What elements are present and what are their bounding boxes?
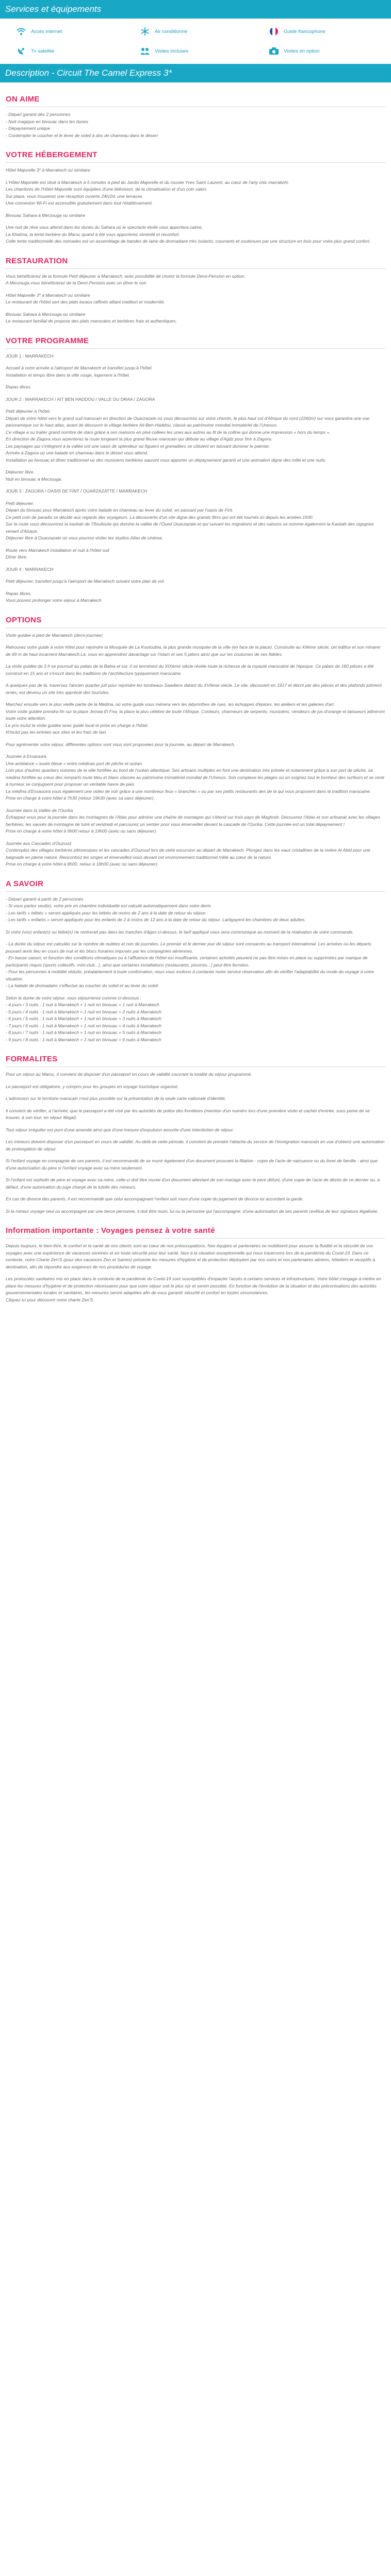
list-item: - Dépaysement unique xyxy=(6,126,51,131)
list-item: - Les tarifs « bébés » seront appliqués pour les bébés de moins de 2 ans à la date de retour du séjour. xyxy=(6,910,207,916)
paragraph: Journée à Essaouira xyxy=(6,754,46,759)
paragraph: Déjeuner libre à Ouarzazate où vous pourrez visiter les studios Atlas de cinéma. xyxy=(6,535,163,540)
paragraph: - La balade de dromadaire s'effectue au coucher du soleil et au lever du soleil xyxy=(6,983,158,988)
description-header: Description - Circuit The Camel Express 3* xyxy=(0,64,391,82)
paragraph: Installation et temps libre dans la ville rouge, logement à l'hôtel. xyxy=(6,372,130,378)
paragraph-group xyxy=(6,365,385,379)
paragraph: Selon la durée de votre séjour, vous séjournerez comme ci-dessous : xyxy=(6,995,142,1001)
paragraph: Accueil à votre arrivée à l'aéroport de Marrakech et transfert jusqu'à l'hôtel. xyxy=(6,365,153,370)
paragraph: Contemplez des villages berbères pittoresques et les cascades d'Ouzoud lors de cette excursion au départ de Marrakech. Plongez dans les eaux cristallines de la rivière Al Abid pour une baignade en pleine nature. Rencontrez les singes et émerveillez-vous devant cet environnement traditionnel mêlé au cœur de la nature. xyxy=(6,848,371,860)
group-icon xyxy=(139,45,151,57)
paragraph: Votre visite guidée prendra fin sur la place Jemaa El Fna, la place la plus célèbre de toute l'Afrique. Conteurs, charmeurs de serpents, musiciens, vendeurs de jus d'orange et tatoueurs attireront toute votre attention. xyxy=(6,708,385,721)
list-item: - Nuit magique en bivouac dans les dunes xyxy=(6,118,89,124)
service-label: Visites en option xyxy=(284,48,320,54)
paragraph-group xyxy=(6,590,385,604)
list-item: - 9 jours / 8 nuits : 1 nuit à Marrakech + 1 nuit en bivouac + 6 nuits à Marrakech xyxy=(6,1037,161,1042)
service-guide xyxy=(268,26,377,37)
day-title: JOUR 2 : MARRAKECH / AIT BEN HADDOU / VALLE DU DRAA / ZAGORA xyxy=(6,396,155,402)
service-tv xyxy=(15,45,139,57)
paragraph: Tout séjour irrégulier est puni d'une amende ainsi que d'une mesure d'expulsion assortie d'une interdiction de séjour. xyxy=(6,1127,234,1132)
paragraph: Marchez ensuite vers le plus vieille partie de la Médina, où votre guide vous mènera vers les labyrinthes de rues, les échoppes d'épices, les ateliers et les galeries d'art. xyxy=(6,702,335,707)
service-label: Tv satellite xyxy=(31,48,55,54)
divider xyxy=(6,162,385,163)
paragraph: Une ambiance « louée bleue » entre médinas port de pêche et océan. xyxy=(6,760,143,766)
paragraph: Petit déjeuner. xyxy=(6,500,35,506)
service-visits xyxy=(139,45,268,57)
list-item: - Les tarifs « enfants » seront appliqués pour les enfants de 2 à moins de 12 ans à la date de retour du séjour. Lartigayent les chambres de deux adultes. xyxy=(6,917,306,922)
camera-icon xyxy=(268,45,280,57)
list-item: - 6 jours / 5 nuits : 1 nuit à Marrakech + 1 nuit en bivouac + 3 nuits à Marrakech xyxy=(6,1016,161,1021)
paragraph: N'inclut pas les entrées aux sites et les frais de taxi. xyxy=(6,730,107,735)
charte-link[interactable]: Cliquez ici pour découvrir notre charte Zen'S xyxy=(6,1297,93,1302)
paragraph-group xyxy=(6,500,385,542)
paragraph: La médina d'Essaouira vous également une vidéo de voir grâce à une nombreux feux « branchés » ou par ses petits restaurants des de la qui vous proposent dans la tradition marocaine. xyxy=(6,788,371,794)
paragraph: Sur place, vous trouverez une réception ouverte 24h/24, une terrasse. xyxy=(6,193,143,199)
paragraph: La Khaïma, la tente berbère du Maroc quand à été vous apporterez sérénité et reconfort. xyxy=(6,231,180,237)
paragraph: Le restaurant familial de propose des plats marocains et berbères frais et authentiques. xyxy=(6,318,177,324)
paragraph-group xyxy=(6,840,385,868)
divider xyxy=(6,1066,385,1067)
durations-list xyxy=(6,995,385,1044)
on-aime-list xyxy=(6,111,385,139)
paragraph: Ce village a su traiter grand nombre de stars grâce à ses maisons en pisé collées les unes aux autres au fil de la colline qui donne une impression « hors du temps ». xyxy=(6,429,331,435)
paragraph: Si l'enfant est orphelin de père et voyage avec sa mère, celle-ci doit être munie d'un document attestant de son mariage avec le père défunt, d'une copie de l'acte de décès de ce dernier ou, à défaut, d'une autorisation du juge chargé de la tutelle des mineurs. xyxy=(6,1177,380,1190)
paragraph-group xyxy=(6,292,385,306)
paragraph: Une nuit de rêve vous attend dans les dunes du Sahara où le spectacle étoilé vous apportera calme. xyxy=(6,225,203,230)
paragraph: Le prix inclut la visite guidée avec guide local et prise en charge à l'hôtel. xyxy=(6,722,149,728)
divider xyxy=(6,348,385,349)
paragraph: La visite guidée de 3 h se poursuit au palais de la Bahia et sur, il se terminent du XIXème siècle révèle toute la richesse de la royauté marocaine de l'époque. Ce palais de 160 pièces a été construit en 15 ans et s'inscrit dans les traditions de l'architecture typiquement marocaine. xyxy=(6,664,374,676)
paragraph: Nuit en bivouac à Merzouga. xyxy=(6,476,62,482)
divider xyxy=(6,1238,385,1239)
service-aircon xyxy=(139,26,268,37)
paragraph-group xyxy=(6,547,385,561)
service-label: Guide francophone xyxy=(284,28,325,35)
day-title: JOUR 3 : ZAGORA / OASIS DE FINT / OUARZAZATTE / MARRAKECH xyxy=(6,488,148,494)
paragraph: Si l'enfant voyage en compagnie de ses parents, il est recommandé de se munir également d'un document prouvant la filiation - copie de l'acte de naissance ou du livret de famille - ainsi que d'une autorisation du père si l'enfant voyage avec sa mère seulement. xyxy=(6,1158,378,1171)
paragraph: A quelques pas de là, traversez l'ancien quartier juif pour rejoindre les tombeaux Saadiens datant du XVIème siècle. Le site, découvert en 1917 et décrit par des pièces et des plafonds joliment ornés, est devenu un site très apprécié des touristes. xyxy=(6,683,382,695)
paragraph: - En basse saison, et fonction des conditions climatiques ou à l'affluence de l'hôtel est insuffisante, certaines activités peuvent ne pas être mises en place ou supprimées par manque de participants requis (sports collectifs, mini-club...), ainsi que certaines installations (restaurants, piscines...) peut être fermées. xyxy=(6,955,368,968)
paragraph: Petit déjeuner, transfert jusqu'à l'aéroport de Marrakech suivant votre plan de vol. xyxy=(6,579,165,584)
paragraph: Les mineurs doivent disposer d'un passeport en cours de validité. Au-delà de cette période, il convient de prendre l'attache du service de l'immigration marocain en vue d'obtenir une autorisation de prolongation de séjour. xyxy=(6,1139,385,1151)
paragraph: Bivouac Sahara à Merzouga ou similaire xyxy=(6,212,86,218)
paragraph: Sur la route vous découvrirez la kasbah de Tifoultoute qui domine la vallée de l'Oued Ouarzazate et qui suivant les migrations et des saisons se nomme également la Kasbah des cigognes venant d'Alsace. xyxy=(6,521,374,534)
paragraph: Le passeport est obligatoire, y compris pour les groupes en voyage touristique organisé. xyxy=(6,1083,179,1089)
paragraph-group xyxy=(6,941,385,990)
list-item: - 7 jours / 6 nuits : 1 nuit à Marrakech + 1 nuit en bivouac + 4 nuits à Marrakech xyxy=(6,1023,161,1028)
paragraph: Journée dans la Vallée de l'Ourika xyxy=(6,807,73,813)
paragraph-group xyxy=(6,179,385,207)
paragraph: Les chambres de l'Hôtel Majorelle sont équipées d'une télévision, de la climatisation et d'un coin salon. xyxy=(6,187,207,192)
paragraph: Si votre (vos) enfant(s) ou bébé(s) ne rentrerait pas dans les tranches d'âges ci-dessus, le tarif appliqué vous sera communiqué au moment de la réalisation de votre commande. xyxy=(6,929,354,935)
paragraph-group xyxy=(6,1276,385,1303)
paragraph: Hôtel Majorelle 3* à Marrakech ou similaire xyxy=(6,167,90,173)
paragraph-group xyxy=(6,224,385,245)
paragraph: Vous bénéficierez de la formule Petit déjeuner à Marrakech, avec possibilité de choisir la formule Demi-Pension en option. xyxy=(6,273,246,279)
services-grid xyxy=(0,19,391,64)
paragraph: Ce petit coin de paradis se décide aux regards des voyageurs. La découverte d'un site digne des grands films qui ont été tournés ici depuis les années 1930. xyxy=(6,514,314,520)
paragraph: Depuis toujours, le bien-être, le confort et la santé de nos clients sont au cœur de nos préoccupations. Nos équipes et partenaires se mobilisent pour assurer la fluidité et la sécurité de vos voyages avec une expérience de vacances sereines et en toute sécurité pour leur santé, face à la situation exceptionnelle qui nous traversons lors de la pandémie du Covid-19. Dans ce contexte, notre Charte Zen'S (pour des vacances Zen et Saines) présente les mesures d'hygiène et de protection déployées par nos soins et nos partenaires aériens, hôteliers et réceptifs à destination, afin de répondre aux exigences de nos procédures de voyage. xyxy=(6,1243,376,1269)
snowflake-icon xyxy=(139,26,151,37)
service-label: Air conditionné xyxy=(155,28,187,35)
description-content xyxy=(0,82,391,1329)
paragraph-group xyxy=(6,807,385,835)
list-item: - 4 jours / 3 nuits : 1 nuit à Marrakech + 1 nuit en bivouac + 1 nuit à Marrakech xyxy=(6,1002,159,1007)
paragraph: A Merzouga vous bénéficierez de la Demi-Pension avec un dîner le soir. xyxy=(6,280,148,285)
section-title-hebergement: VOTRE HÉBERGEMENT xyxy=(6,150,97,159)
wifi-icon xyxy=(15,26,27,37)
divider xyxy=(6,891,385,892)
paragraph: En direction de Zagora vous arpenterez la route longeant la plus grand fleuve marocain qui débute au village d'Agdz pour finir à Zagora. xyxy=(6,436,272,442)
list-item: - 5 jours / 4 nuits : 1 nuit à Marrakech + 1 nuit en bivouac + 2 nuits à Marrakech xyxy=(6,1009,161,1014)
paragraph: - Pour les personnes à mobilité réduite, préalablement à toute confirmation, nous vous invitons à contacter notre service réservation afin de vérifier l'adaptabilité du mode du voyage à votre situation. xyxy=(6,969,374,981)
paragraph: Départ du bivouac pour Marrakech après votre balade en chameau au lever du soleil, en passant par l'oasis de Fint. xyxy=(6,507,234,513)
service-label: Visites incluses xyxy=(155,48,188,54)
service-internet xyxy=(15,26,139,37)
list-item: - Départ garanti à partir de 2 personnes xyxy=(6,896,84,902)
paragraph: Les paysages qui s'intègrent à la vallée ont une oasis de splendeur où figuiers et grenadiers se côtoient en laissant dominer le palmier. xyxy=(6,443,270,449)
paragraph: Installation au bivouac et dîner traditionnel où des musiciens berbères sauront vous apporter un dépaysement garanti et une animation digne des mille et une nuits. xyxy=(6,457,327,463)
paragraph: Route vers Marrakech installation et nuit à l'hôtel suit xyxy=(6,547,109,553)
paragraph: Prise en charge à votre hôtel à 9h00 retour à 19h00 (avec ou sans déjeuner). xyxy=(6,828,157,834)
paragraph: Celle tente traditionnelle des nomades est un assemblage de bandes de laine de dromadaire très isolants; couvrants et soutenues par une structure en bois pour votre plus grand confort. xyxy=(6,239,371,244)
paragraph: Hôtel Majorelle 3* à Marrakech ou similaire xyxy=(6,292,90,298)
list-item: - Départ garanti dès 2 personnes xyxy=(6,112,71,117)
paragraph: Pour un séjour au Maroc, il convient de disposer d'un passeport en cours de validité couvrant la totalité du séjour programmé. xyxy=(6,1072,252,1077)
paragraph: - La durée du séjour est calculée sur le nombre de nuitées et non de journées. Le premier et le dernier jour de séjour sont consacrés au transport international. Les arrivées ou les départs pouvant avoir lieu en cours de nuit et les blocs horaires imposés par les compagnies aériennes. xyxy=(6,941,371,954)
paragraph-group xyxy=(6,311,385,325)
paragraph: Visite guidée à pied de Marrakech (demi-journée) xyxy=(6,632,103,638)
paragraph: Bivouac Sahara à Merzouga ou similaire xyxy=(6,311,86,317)
section-title-programme: VOTRE PROGRAMME xyxy=(6,336,89,345)
list-item: - Contempler le coucher et le lever de soleil à dos de chameau dans le désert xyxy=(6,132,158,138)
paragraph: Déjeuner libre. xyxy=(6,469,35,474)
paragraph: Pour agrémenter votre séjour, différentes options vont vous sont proposées pour la journée, au départ de Marrakech. xyxy=(6,741,235,747)
paragraph: Retrouvez votre guide à votre hôtel pour rejoindre la Mosquée de La Koutoubia, la plus grande mosquée de la ville (en face de la place). Construite au XIIème siècle, cet édifice et son minaret de 69 m de haut incarnent Marrakech.Là, vous en apprendrez davantage sur l'islam et ses 5 piliers ainsi que sur les coutumes de ses fidèles. xyxy=(6,645,381,657)
paragraph: Le restaurant de l'hôtel sert des plats locaux raffinés alliant tradition et modernité. xyxy=(6,299,165,304)
section-title-sante: Information importante : Voyages pensez à votre santé xyxy=(6,1226,215,1235)
paragraph: Repas libres. xyxy=(6,384,32,389)
list-item: - Si vous partez seul(e), votre prix en chambre individuelle est calculé automatiquement dans votre devis xyxy=(6,903,211,908)
paragraph-group xyxy=(6,753,385,802)
paragraph-group xyxy=(6,469,385,483)
paragraph-group xyxy=(6,701,385,736)
service-label: Accès internet xyxy=(31,28,62,35)
paragraph: Prise en charge à votre hôtel à 8h00, retour à 18h00 (avec ou sans déjeuner). xyxy=(6,861,159,867)
paragraph: Si le mineur voyage seul ou accompagné par une tierce personne, il doit être muni, lui ou la personne qui l'accompagne, d'une autorisation de ses parents revêtue de leur signature légalisée. xyxy=(6,1208,379,1214)
paragraph: Départ de votre hôtel vers le grand sud marocain en direction de Ouarzazate où vous découvrirez sur votre chemin, le plus haut col d'Afrique du nord (2260m) sur vous garantira une vue panoramique sur le haut atlas, avant de découvrir le village berbère Ait-Ben-Haddou, classé au patrimoine mondial immatériel de l'Unesco. xyxy=(6,415,370,428)
paragraph: Petit déjeuner à l'hôtel. xyxy=(6,409,51,414)
a-savoir-list xyxy=(6,896,385,924)
section-title-formalites: FORMALITES xyxy=(6,1055,58,1063)
paragraph-group xyxy=(6,408,385,464)
service-options xyxy=(268,45,377,57)
paragraph: Une connexion Wi-Fi est accessible gratuitement dans tout l'établissement. xyxy=(6,200,153,206)
paragraph: L'Hôtel Majorelle est situé à Marrakech à 5 minutes à pied du Jardin Majorelle et du musée Yves Saint Laurent, au cœur de l'arty chic marrakchi. xyxy=(6,179,289,185)
paragraph: Journée aux Cascades d'Ouzoud xyxy=(6,840,71,846)
section-title-on-aime: ON AIME xyxy=(6,95,40,104)
paragraph: Il convient de vérifier, à l'arrivée, que le passeport a été visé par les autorités de police des frontières (mention d'un numéro lors d'une première visite et cachet d'entrée, sous peine de se trouver, à son tour, en séjour illégal). xyxy=(6,1108,370,1120)
divider xyxy=(6,268,385,269)
paragraph: Repas libres. xyxy=(6,590,32,596)
paragraph-group xyxy=(6,273,385,287)
section-title-a-savoir: A SAVOIR xyxy=(6,879,44,888)
satellite-icon xyxy=(15,45,27,57)
paragraph: L'admission sur le territoire marocain n'est plus possible sur la présentation de la seule carte nationale d'identité. xyxy=(6,1096,226,1101)
services-header: Services et équipements xyxy=(0,0,391,19)
list-item: - 8 jours / 7 nuits : 1 nuit à Marrakech + 1 nuit en bivouac + 5 nuits à Marrakech xyxy=(6,1030,161,1035)
paragraph: Dîner libre. xyxy=(6,554,28,560)
day-title: JOUR 4 : MARRAKECH xyxy=(6,566,54,572)
paragraph: Les protocoles sanitaires mis en place dans le contexte de la pandémie du Covid-19 sont susceptibles d'impacter l'accès à certains services et infrastructures. Votre hôtel s'engage à mettre en place les mesures d'hygiène et de protection nécessaires pour que votre séjour soit le plus sûr et serein possible. En fonction de l'évolution de la situation et des préconisations des autorités gouvernementales locales et sanitaires, les mesures seront adaptées afin de vous garantir sécurité et confort en toutes circonstances. xyxy=(6,1276,381,1295)
flag-icon xyxy=(268,26,280,37)
paragraph: Prise en charge à votre hôtel à 7h30 (retour 19h30 (avec sa sans déjeuner). xyxy=(6,795,155,801)
paragraph: En cas de divorce des parents, il est recommandé que celui accompagnant l'enfant soit muni d'une copie du jugement de divorce lui accordant la garde. xyxy=(6,1196,304,1201)
paragraph: Arrivée à Zagora où une balade en chameau dans le désert vous attend. xyxy=(6,450,149,455)
paragraph: Vous pouvez prolonger votre séjour à Marrakech xyxy=(6,598,102,603)
section-title-restauration: RESTAURATION xyxy=(6,256,68,265)
day-title: JOUR 1 : MARRAKECH xyxy=(6,353,54,359)
section-title-options: OPTIONS xyxy=(6,615,42,624)
paragraph: Loin plus d'autres quartiers voisines de la ville fortifiée au bord de l'océan atlantique. Ses artisans multiples en font une destination très primée et notamment grâce à son port de pêche, sa médina fortifiée au creux des remparts toute bleu et blanc classée au patrimoine immatériel mondial de l'Unesco. Son complexe les plages où on soignez tout le bonheur des surfeurs et se venir à humeur se conjuguent pour proposer un véritable havre de paix. xyxy=(6,768,385,787)
paragraph: Échappez-vous pour la journée dans les montagnes de l'Atlas pour admirer une chaîne de montagne qui s'étend sur trois pays de Maghreb. Découvrez l'Atlas et son artisanat avec les villages berbères, les sauvés de montagne de tuiré et vendredi et parcourez un sentier pour vous émerveiller devant la cascade de l'Ourika. Cette journée est un total dépaysement ! xyxy=(6,815,381,827)
